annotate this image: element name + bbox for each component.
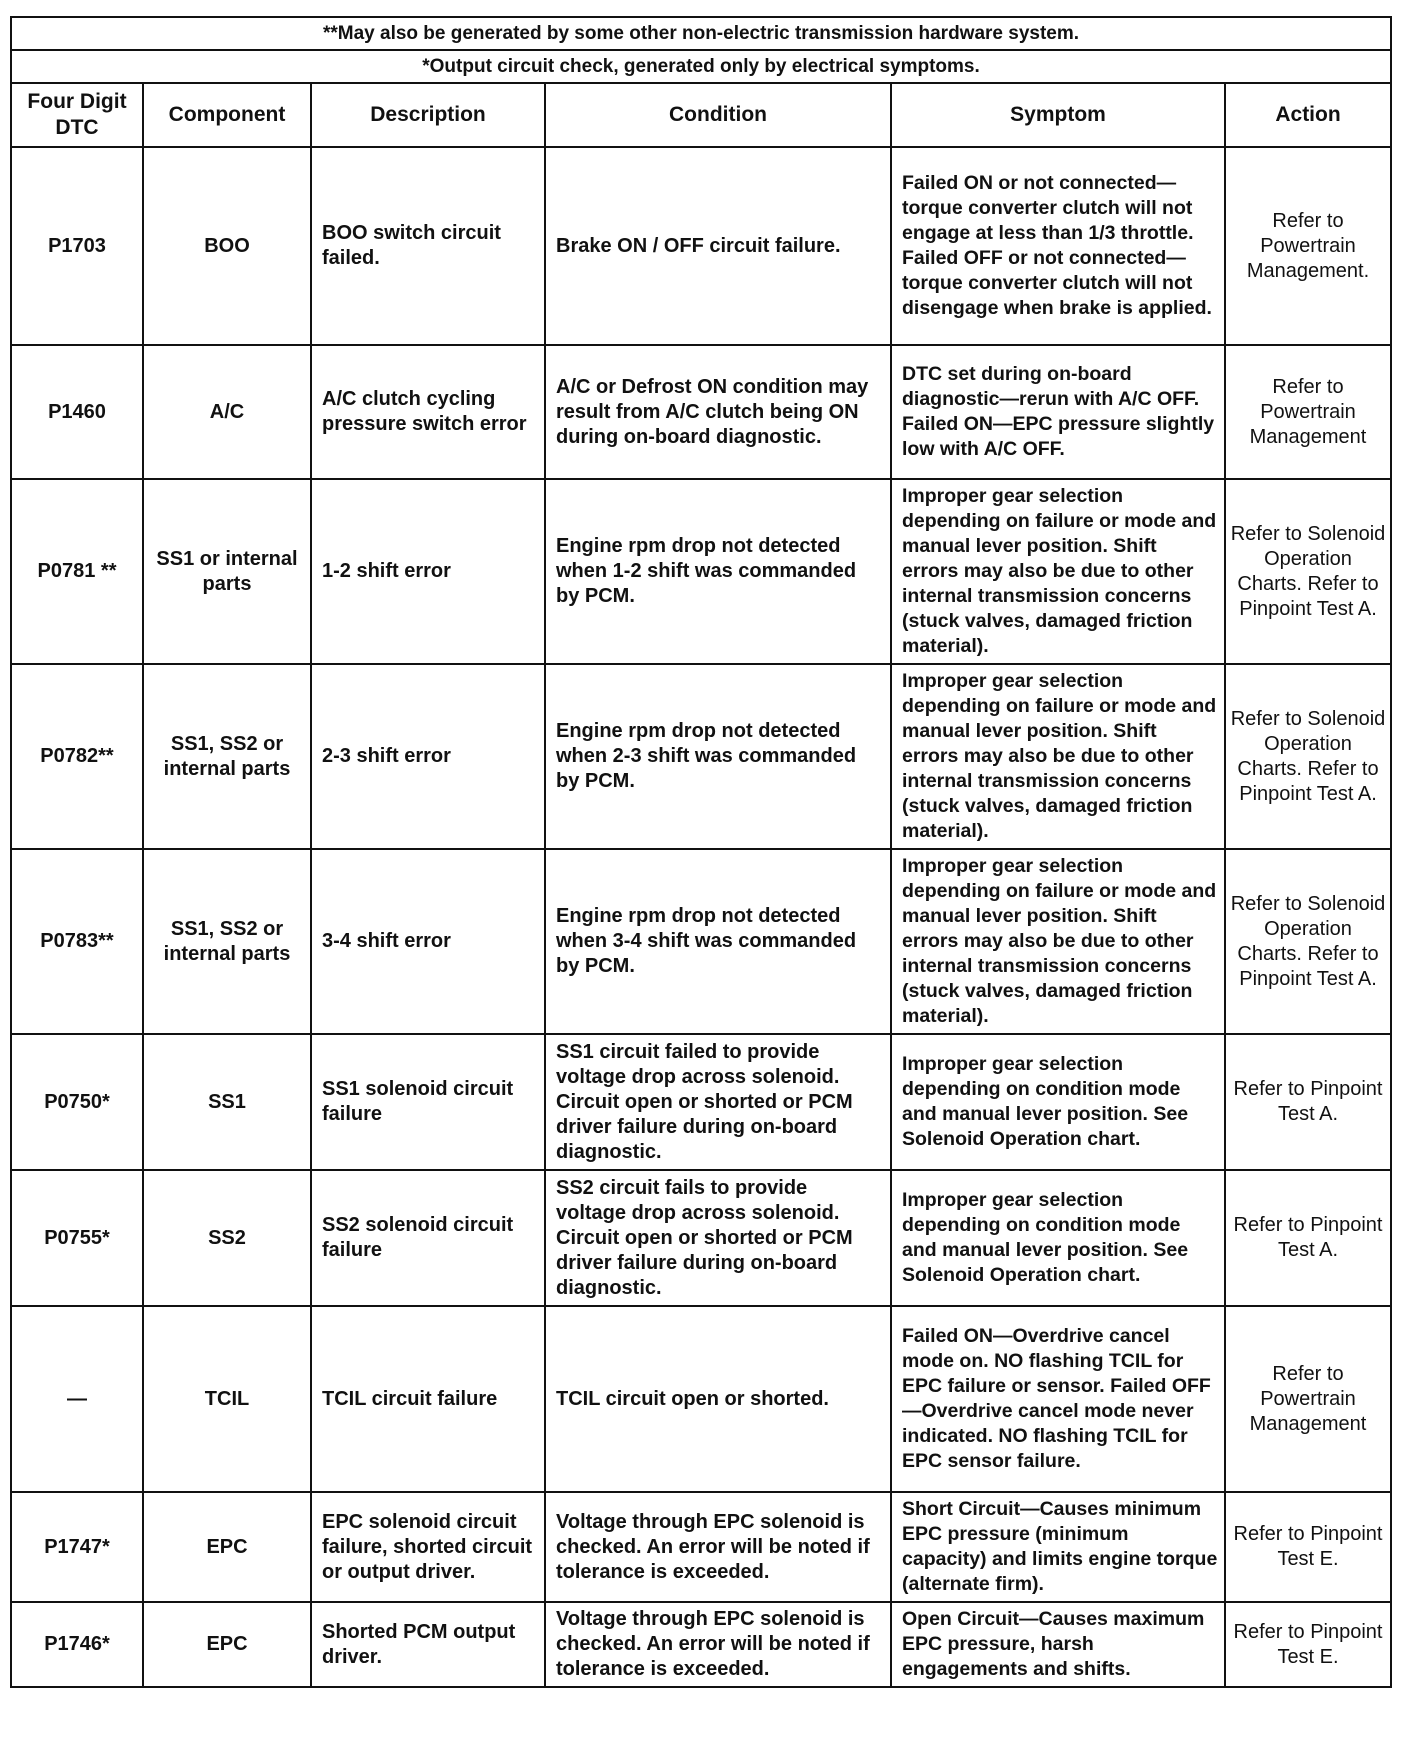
header-action: Action xyxy=(1225,83,1391,147)
action-cell: Refer to Powertrain Management xyxy=(1225,1306,1391,1492)
description-cell: 3-4 shift error xyxy=(311,849,545,1034)
footnote-double-star: **May also be generated by some other non-electric transmission hardware system. xyxy=(11,17,1391,50)
component-cell: EPC xyxy=(143,1602,311,1687)
symptom-cell: Improper gear selection depending on failure or mode and manual lever position. Shift errors may also be due to other internal transmission concerns (stuck valves, damaged friction material). xyxy=(891,664,1225,849)
component-cell: SS1 xyxy=(143,1034,311,1170)
condition-cell: SS2 circuit fails to provide voltage drop across solenoid. Circuit open or shorted or PCM driver failure during on-board diagnostic. xyxy=(545,1170,891,1306)
component-cell: SS1, SS2 or internal parts xyxy=(143,849,311,1034)
header-description: Description xyxy=(311,83,545,147)
table-row xyxy=(11,1492,1391,1602)
header-condition: Condition xyxy=(545,83,891,147)
dtc-code: P0750* xyxy=(11,1034,143,1170)
condition-cell: Engine rpm drop not detected when 2-3 shift was commanded by PCM. xyxy=(545,664,891,849)
symptom-cell: Short Circuit—Causes minimum EPC pressure (minimum capacity) and limits engine torque (alternate firm). xyxy=(891,1492,1225,1602)
symptom-cell: Failed ON—Overdrive cancel mode on. NO flashing TCIL for EPC failure or sensor. Failed OFF—Overdrive cancel mode never indicated. NO flashing TCIL for EPC sensor failure. xyxy=(891,1306,1225,1492)
dtc-reference-sheet xyxy=(10,16,1390,1688)
component-cell: SS1 or internal parts xyxy=(143,479,311,664)
action-cell: Refer to Powertrain Management xyxy=(1225,345,1391,479)
note-row xyxy=(11,17,1391,50)
condition-cell: Voltage through EPC solenoid is checked. An error will be noted if tolerance is exceeded. xyxy=(545,1602,891,1687)
dtc-table xyxy=(10,16,1392,1688)
description-cell: 2-3 shift error xyxy=(311,664,545,849)
description-cell: SS2 solenoid circuit failure xyxy=(311,1170,545,1306)
header-symptom: Symptom xyxy=(891,83,1225,147)
table-row xyxy=(11,345,1391,479)
description-cell: SS1 solenoid circuit failure xyxy=(311,1034,545,1170)
condition-cell: Brake ON / OFF circuit failure. xyxy=(545,147,891,345)
action-cell: Refer to Pinpoint Test E. xyxy=(1225,1602,1391,1687)
footnote-single-star: *Output circuit check, generated only by electrical symptoms. xyxy=(11,50,1391,83)
action-cell: Refer to Powertrain Management. xyxy=(1225,147,1391,345)
dtc-code: P1703 xyxy=(11,147,143,345)
table-row xyxy=(11,1306,1391,1492)
component-cell: A/C xyxy=(143,345,311,479)
condition-cell: A/C or Defrost ON condition may result from A/C clutch being ON during on-board diagnostic. xyxy=(545,345,891,479)
dtc-code: P0782** xyxy=(11,664,143,849)
header-dtc: Four Digit DTC xyxy=(11,83,143,147)
symptom-cell: Open Circuit—Causes maximum EPC pressure, harsh engagements and shifts. xyxy=(891,1602,1225,1687)
description-cell: BOO switch circuit failed. xyxy=(311,147,545,345)
description-cell: 1-2 shift error xyxy=(311,479,545,664)
action-cell: Refer to Solenoid Operation Charts. Refer to Pinpoint Test A. xyxy=(1225,849,1391,1034)
note-row xyxy=(11,50,1391,83)
action-cell: Refer to Pinpoint Test A. xyxy=(1225,1034,1391,1170)
component-cell: BOO xyxy=(143,147,311,345)
table-row xyxy=(11,1170,1391,1306)
table-row xyxy=(11,849,1391,1034)
table-row xyxy=(11,147,1391,345)
component-cell: SS2 xyxy=(143,1170,311,1306)
table-row xyxy=(11,1602,1391,1687)
dtc-code: P0783** xyxy=(11,849,143,1034)
action-cell: Refer to Pinpoint Test E. xyxy=(1225,1492,1391,1602)
action-cell: Refer to Pinpoint Test A. xyxy=(1225,1170,1391,1306)
action-cell: Refer to Solenoid Operation Charts. Refer to Pinpoint Test A. xyxy=(1225,479,1391,664)
dtc-code: P0781 ** xyxy=(11,479,143,664)
table-row xyxy=(11,664,1391,849)
condition-cell: Engine rpm drop not detected when 1-2 shift was commanded by PCM. xyxy=(545,479,891,664)
component-cell: TCIL xyxy=(143,1306,311,1492)
condition-cell: Engine rpm drop not detected when 3-4 shift was commanded by PCM. xyxy=(545,849,891,1034)
header-row xyxy=(11,83,1391,147)
symptom-cell: Improper gear selection depending on failure or mode and manual lever position. Shift errors may also be due to other internal transmission concerns (stuck valves, damaged friction material). xyxy=(891,479,1225,664)
symptom-cell: Improper gear selection depending on condition mode and manual lever position. See Solenoid Operation chart. xyxy=(891,1034,1225,1170)
symptom-cell: Improper gear selection depending on condition mode and manual lever position. See Solenoid Operation chart. xyxy=(891,1170,1225,1306)
description-cell: TCIL circuit failure xyxy=(311,1306,545,1492)
dtc-code: P1746* xyxy=(11,1602,143,1687)
dtc-code: P1747* xyxy=(11,1492,143,1602)
dtc-code: P0755* xyxy=(11,1170,143,1306)
component-cell: SS1, SS2 or internal parts xyxy=(143,664,311,849)
table-row xyxy=(11,1034,1391,1170)
symptom-cell: Failed ON or not connected—torque converter clutch will not engage at less than 1/3 throttle. Failed OFF or not connected—torque converter clutch will not disengage when brake is applied. xyxy=(891,147,1225,345)
condition-cell: TCIL circuit open or shorted. xyxy=(545,1306,891,1492)
action-cell: Refer to Solenoid Operation Charts. Refer to Pinpoint Test A. xyxy=(1225,664,1391,849)
symptom-cell: DTC set during on-board diagnostic—rerun with A/C OFF. Failed ON—EPC pressure slightly low with A/C OFF. xyxy=(891,345,1225,479)
description-cell: EPC solenoid circuit failure, shorted circuit or output driver. xyxy=(311,1492,545,1602)
header-component: Component xyxy=(143,83,311,147)
condition-cell: Voltage through EPC solenoid is checked. An error will be noted if tolerance is exceeded. xyxy=(545,1492,891,1602)
dtc-code: P1460 xyxy=(11,345,143,479)
component-cell: EPC xyxy=(143,1492,311,1602)
description-cell: Shorted PCM output driver. xyxy=(311,1602,545,1687)
symptom-cell: Improper gear selection depending on failure or mode and manual lever position. Shift errors may also be due to other internal transmission concerns (stuck valves, damaged friction material). xyxy=(891,849,1225,1034)
condition-cell: SS1 circuit failed to provide voltage drop across solenoid. Circuit open or shorted or PCM driver failure during on-board diagnostic. xyxy=(545,1034,891,1170)
dtc-code: — xyxy=(11,1306,143,1492)
description-cell: A/C clutch cycling pressure switch error xyxy=(311,345,545,479)
table-row xyxy=(11,479,1391,664)
